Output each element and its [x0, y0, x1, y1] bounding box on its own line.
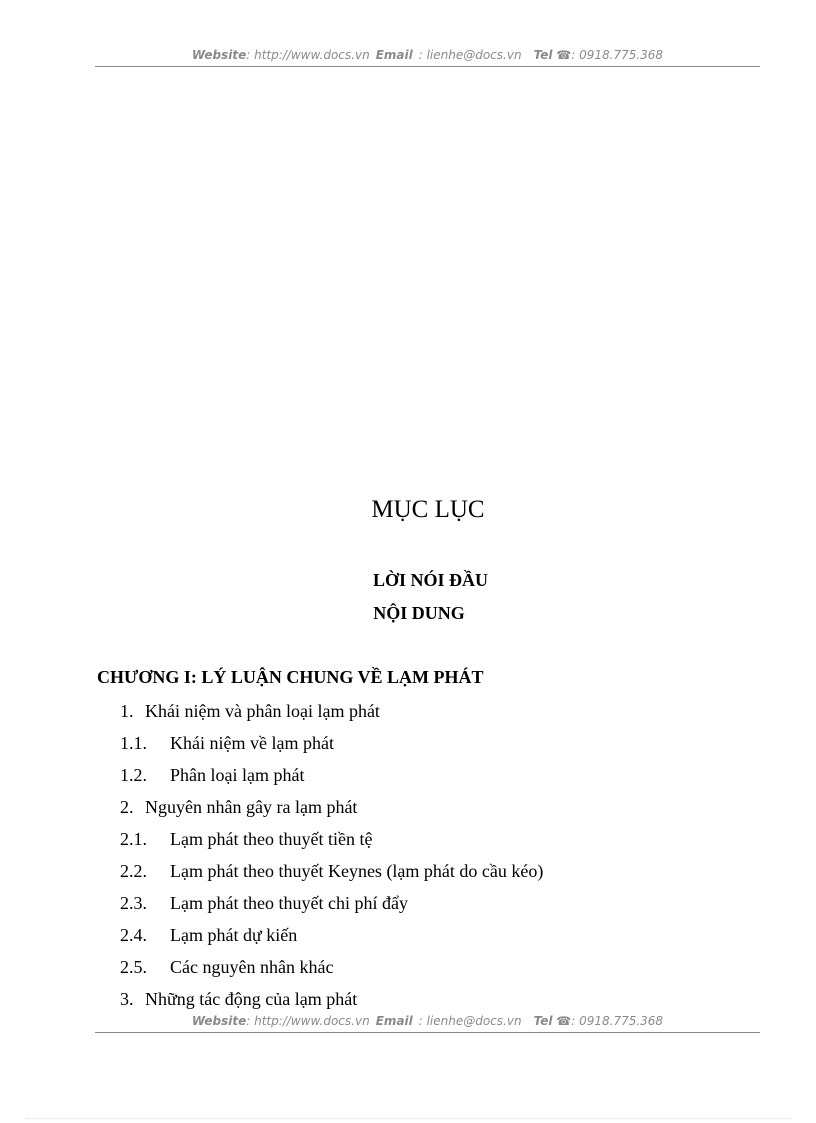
footer-tel-value: : 0918.775.368: [571, 1014, 664, 1028]
toc-item-text: Lạm phát dự kiến: [170, 925, 298, 945]
phone-icon: ☎: [556, 48, 572, 62]
toc-item-text: Các nguyên nhân khác: [170, 957, 334, 977]
toc-item: [120, 701, 380, 722]
toc-item-text: Những tác động của lạm phát: [145, 989, 358, 1009]
toc-item-text: Khái niệm và phân loại lạm phát: [145, 701, 380, 721]
toc-item: [120, 829, 372, 850]
toc-item-text: Lạm phát theo thuyết tiền tệ: [170, 829, 373, 849]
page-title: MỤC LỤC: [371, 496, 485, 523]
page-footer: [95, 1014, 760, 1028]
toc-item-number: 1.2.: [120, 765, 147, 785]
footer-website-value: : http://www.docs.vn: [246, 1014, 370, 1028]
header-tel-label: Tel: [533, 48, 553, 62]
toc-item: [120, 861, 543, 882]
header-website-value: : http://www.docs.vn: [246, 48, 370, 62]
toc-item-text: Lạm phát theo thuyết Keynes (lạm phát do cầu kéo): [170, 861, 544, 881]
toc-item: [120, 957, 333, 978]
toc-item-number: 1.: [120, 701, 134, 721]
header-email-value: : lienhe@docs.vn: [418, 48, 522, 62]
toc-item-number: 1.1.: [120, 733, 147, 753]
page-header: [95, 48, 760, 62]
toc-item-number: 2.5.: [120, 957, 147, 977]
toc-item: [120, 893, 408, 914]
intro-heading: LỜI NÓI ĐẦU: [372, 570, 488, 590]
content-heading: NỘI DUNG: [373, 603, 465, 623]
toc-item-text: Khái niệm về lạm phát: [170, 733, 334, 753]
toc-item: [120, 797, 357, 818]
toc-item: [120, 925, 297, 946]
header-tel-value: : 0918.775.368: [571, 48, 664, 62]
footer-rule: [95, 1032, 760, 1033]
toc-item-number: 2.4.: [120, 925, 147, 945]
header-email-label: Email: [375, 48, 413, 62]
header-website-label: Website: [191, 48, 247, 62]
toc-item: [120, 733, 334, 754]
footer-website-label: Website: [191, 1014, 247, 1028]
chapter-heading: CHƯƠNG I: LÝ LUẬN CHUNG VỀ LẠM PHÁT: [97, 667, 484, 687]
phone-icon: ☎: [556, 1014, 572, 1028]
header-rule: [95, 66, 760, 67]
page-bottom-border: [25, 1118, 791, 1119]
toc-item-number: 2.2.: [120, 861, 147, 881]
footer-email-label: Email: [375, 1014, 413, 1028]
toc-item: [120, 989, 357, 1010]
toc-item-number: 3.: [120, 989, 134, 1009]
toc-item-number: 2.3.: [120, 893, 147, 913]
toc-item-text: Nguyên nhân gây ra lạm phát: [145, 797, 358, 817]
toc-item-text: Phân loại lạm phát: [170, 765, 305, 785]
toc-item: [120, 765, 304, 786]
footer-email-value: : lienhe@docs.vn: [418, 1014, 522, 1028]
toc-item-text: Lạm phát theo thuyết chi phí đẩy: [170, 893, 408, 913]
footer-tel-label: Tel: [533, 1014, 553, 1028]
toc-item-number: 2.: [120, 797, 134, 817]
toc-item-number: 2.1.: [120, 829, 147, 849]
